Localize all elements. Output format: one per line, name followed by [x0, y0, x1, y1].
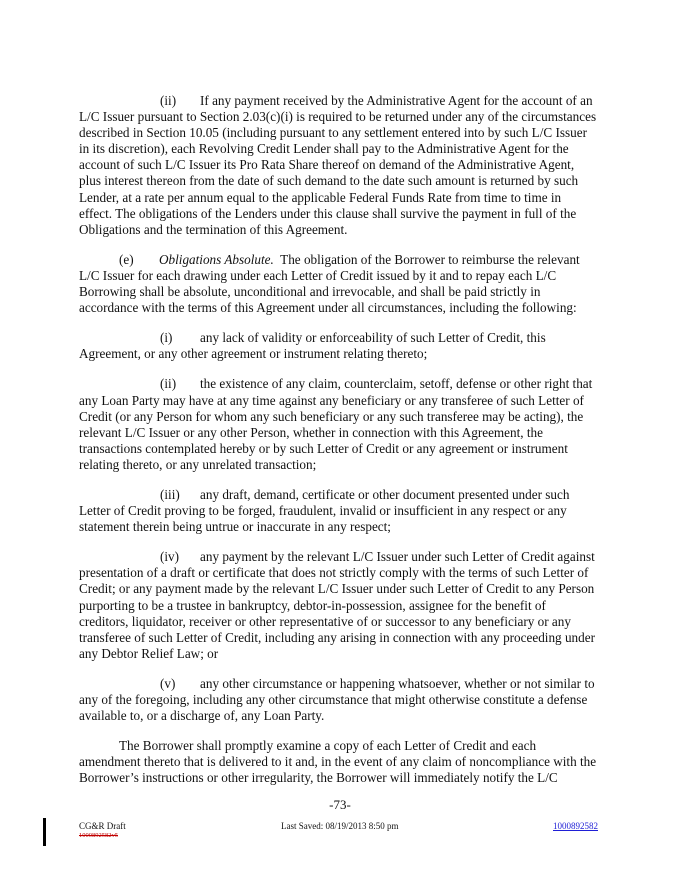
- clause-text: If any payment received by the Administrative Agent for the account of an L/C Issuer pursuant to Section 2.03(c)(i) is required to be returned under any of the circumstances described in Section 10.05 (including pursuant to any settlement entered into by such L/C Issuer in its discretion), each Revolving Credit Lender shall pay to the Administrative Agent for the account of such L/C Issuer its Pro Rata Share thereof on demand of the Administrative Agent, plus interest thereon from the date of such demand to the date such amount is returned by such Lender, at a rate per annum equal to the applicable Federal Funds Rate from time to time in effect. The obligations of the Lenders under this clause shall survive the payment in full of the Obligations and the termination of this Agreement.: [79, 93, 597, 237]
- footer-doc-id-link[interactable]: 1000892582: [553, 821, 598, 831]
- clause-text: any lack of validity or enforceability of such Letter of Credit, this Agreement, or any other agreement or instrument relating thereto;: [79, 330, 546, 362]
- document-body: [79, 93, 597, 800]
- clause-text: any payment by the relevant L/C Issuer under such Letter of Credit against presentation of a draft or certificate that does not strictly comply with the terms of such Letter of Credit; or any payment made by the relevant L/C Issuer under such Letter of Credit to any Person purporting to be a trustee in bankruptcy, debtor-in-possession, assignee for the benefit of creditors, liquidator, receiver or other representative of or successor to any beneficiary or any transferee of such Letter of Credit, including any arising in connection with any proceeding under any Debtor Relief Law; or: [79, 549, 595, 661]
- clause-label: (iv): [160, 549, 180, 565]
- paragraph-ii-payment-returned: [79, 93, 597, 238]
- clause-label: (e): [119, 251, 134, 267]
- clause-label: (v): [160, 675, 176, 691]
- paragraph-iii-forged-draft: [79, 487, 597, 535]
- paragraph-v-other-circumstance: [79, 676, 597, 724]
- clause-label: (i): [160, 330, 173, 346]
- footer-last-saved: Last Saved: 08/19/2013 8:50 pm: [281, 821, 399, 831]
- clause-text: any other circumstance or happening whatsoever, whether or not similar to any of the foregoing, including any other circumstance that might otherwise constitute a defense available to, or a discharge of, any Loan Party.: [79, 675, 595, 724]
- paragraph-e-obligations-absolute: [79, 252, 597, 316]
- clause-text: The Borrower shall promptly examine a copy of each Letter of Credit and each amendment thereto that is delivered to it and, in the event of any claim of noncompliance with the Borrower’s instructions or other irregularity, the Borrower will immediately notify the L/C: [79, 738, 597, 786]
- paragraph-borrower-examine: [79, 738, 597, 786]
- revision-change-bar: [43, 818, 46, 846]
- paragraph-ii-existence-of-claim: [79, 376, 597, 473]
- clause-text: The obligation of the Borrower to reimburse the relevant L/C Issuer for each drawing under each Letter of Credit issued by it and to repay each L/C Borrowing shall be absolute, unconditional and irrevocable, and shall be paid strictly in accordance with the terms of this Agreement under all circumstances, including the following:: [79, 251, 580, 316]
- footer-struck-doc-id: 1000892582v5: [79, 832, 118, 839]
- paragraph-i-lack-of-validity: [79, 330, 597, 362]
- footer-draft-label: [79, 821, 126, 839]
- clause-label: (ii): [160, 376, 177, 392]
- clause-text: any draft, demand, certificate or other document presented under such Letter of Credit proving to be forged, fraudulent, invalid or insufficient in any respect or any statement therein being untrue or inaccurate in any respect;: [79, 486, 570, 535]
- paragraph-iv-payment-by-issuer: [79, 549, 597, 662]
- page-number: -73-: [329, 797, 351, 812]
- clause-label: (ii): [160, 93, 177, 108]
- clause-text: the existence of any claim, counterclaim, setoff, defense or other right that any Loan Party may have at any time against any beneficiary or any transferee of such Letter of Credit (or any Person for whom any such beneficiary or any such transferee may be acting), the relevant L/C Issuer or any other Person, whether in connection with this Agreement, the transactions contemplated hereby or by such Letter of Credit or any agreement or instrument relating thereto, or any unrelated transaction;: [79, 376, 593, 472]
- clause-heading: Obligations Absolute.: [159, 251, 274, 267]
- footer-draft-text: CG&R Draft: [79, 821, 126, 831]
- clause-label: (iii): [160, 486, 180, 502]
